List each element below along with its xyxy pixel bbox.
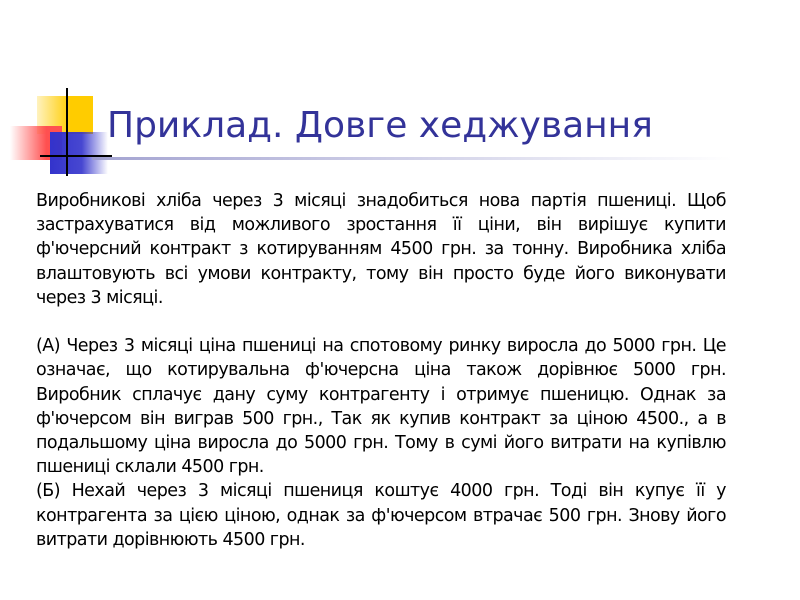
paragraph-case-a: (А) Через 3 місяці ціна пшениці на спотовому ринку виросла до 5000 грн. Це означає, що котирувальна ф'ючерсна ціна також дорівнює 5000 грн. Виробник сплачує дану суму контрагенту і отримує пшеницю. Однак за ф'ючерсом він виграв 500 грн., Так як купив контракт за ціною 4500., а в подальшому ціна виросла до 5000 грн. Тому в сумі його витрати на купівлю пшениці склали 4500 грн. [36, 336, 726, 478]
slide-body [36, 189, 726, 552]
paragraph-case-b: (Б) Нехай через 3 місяці пшениця коштує 4000 грн. Тоді він купує її у контрагента за цією ціною, однак за ф'ючерсом втрачає 500 грн. Знову його витрати дорівнюють 4500 грн. [36, 481, 726, 550]
blue-square [50, 132, 108, 174]
paragraph-intro: Виробникові хліба через 3 місяці знадобиться нова партія пшениці. Щоб застрахуватися від можливого зростання її ціни, він вирішує купити ф'ючерсний контракт з котируванням 4500 грн. за тонну. Виробника хліба влаштовують всі умови контракту, тому він просто буде його виконувати через 3 місяці. [36, 191, 726, 308]
paragraph-spacer [36, 310, 726, 334]
decorative-squares-logo [0, 0, 120, 200]
title-underline [92, 157, 732, 160]
slide-title: Приклад. Довге хеджування [107, 105, 653, 146]
